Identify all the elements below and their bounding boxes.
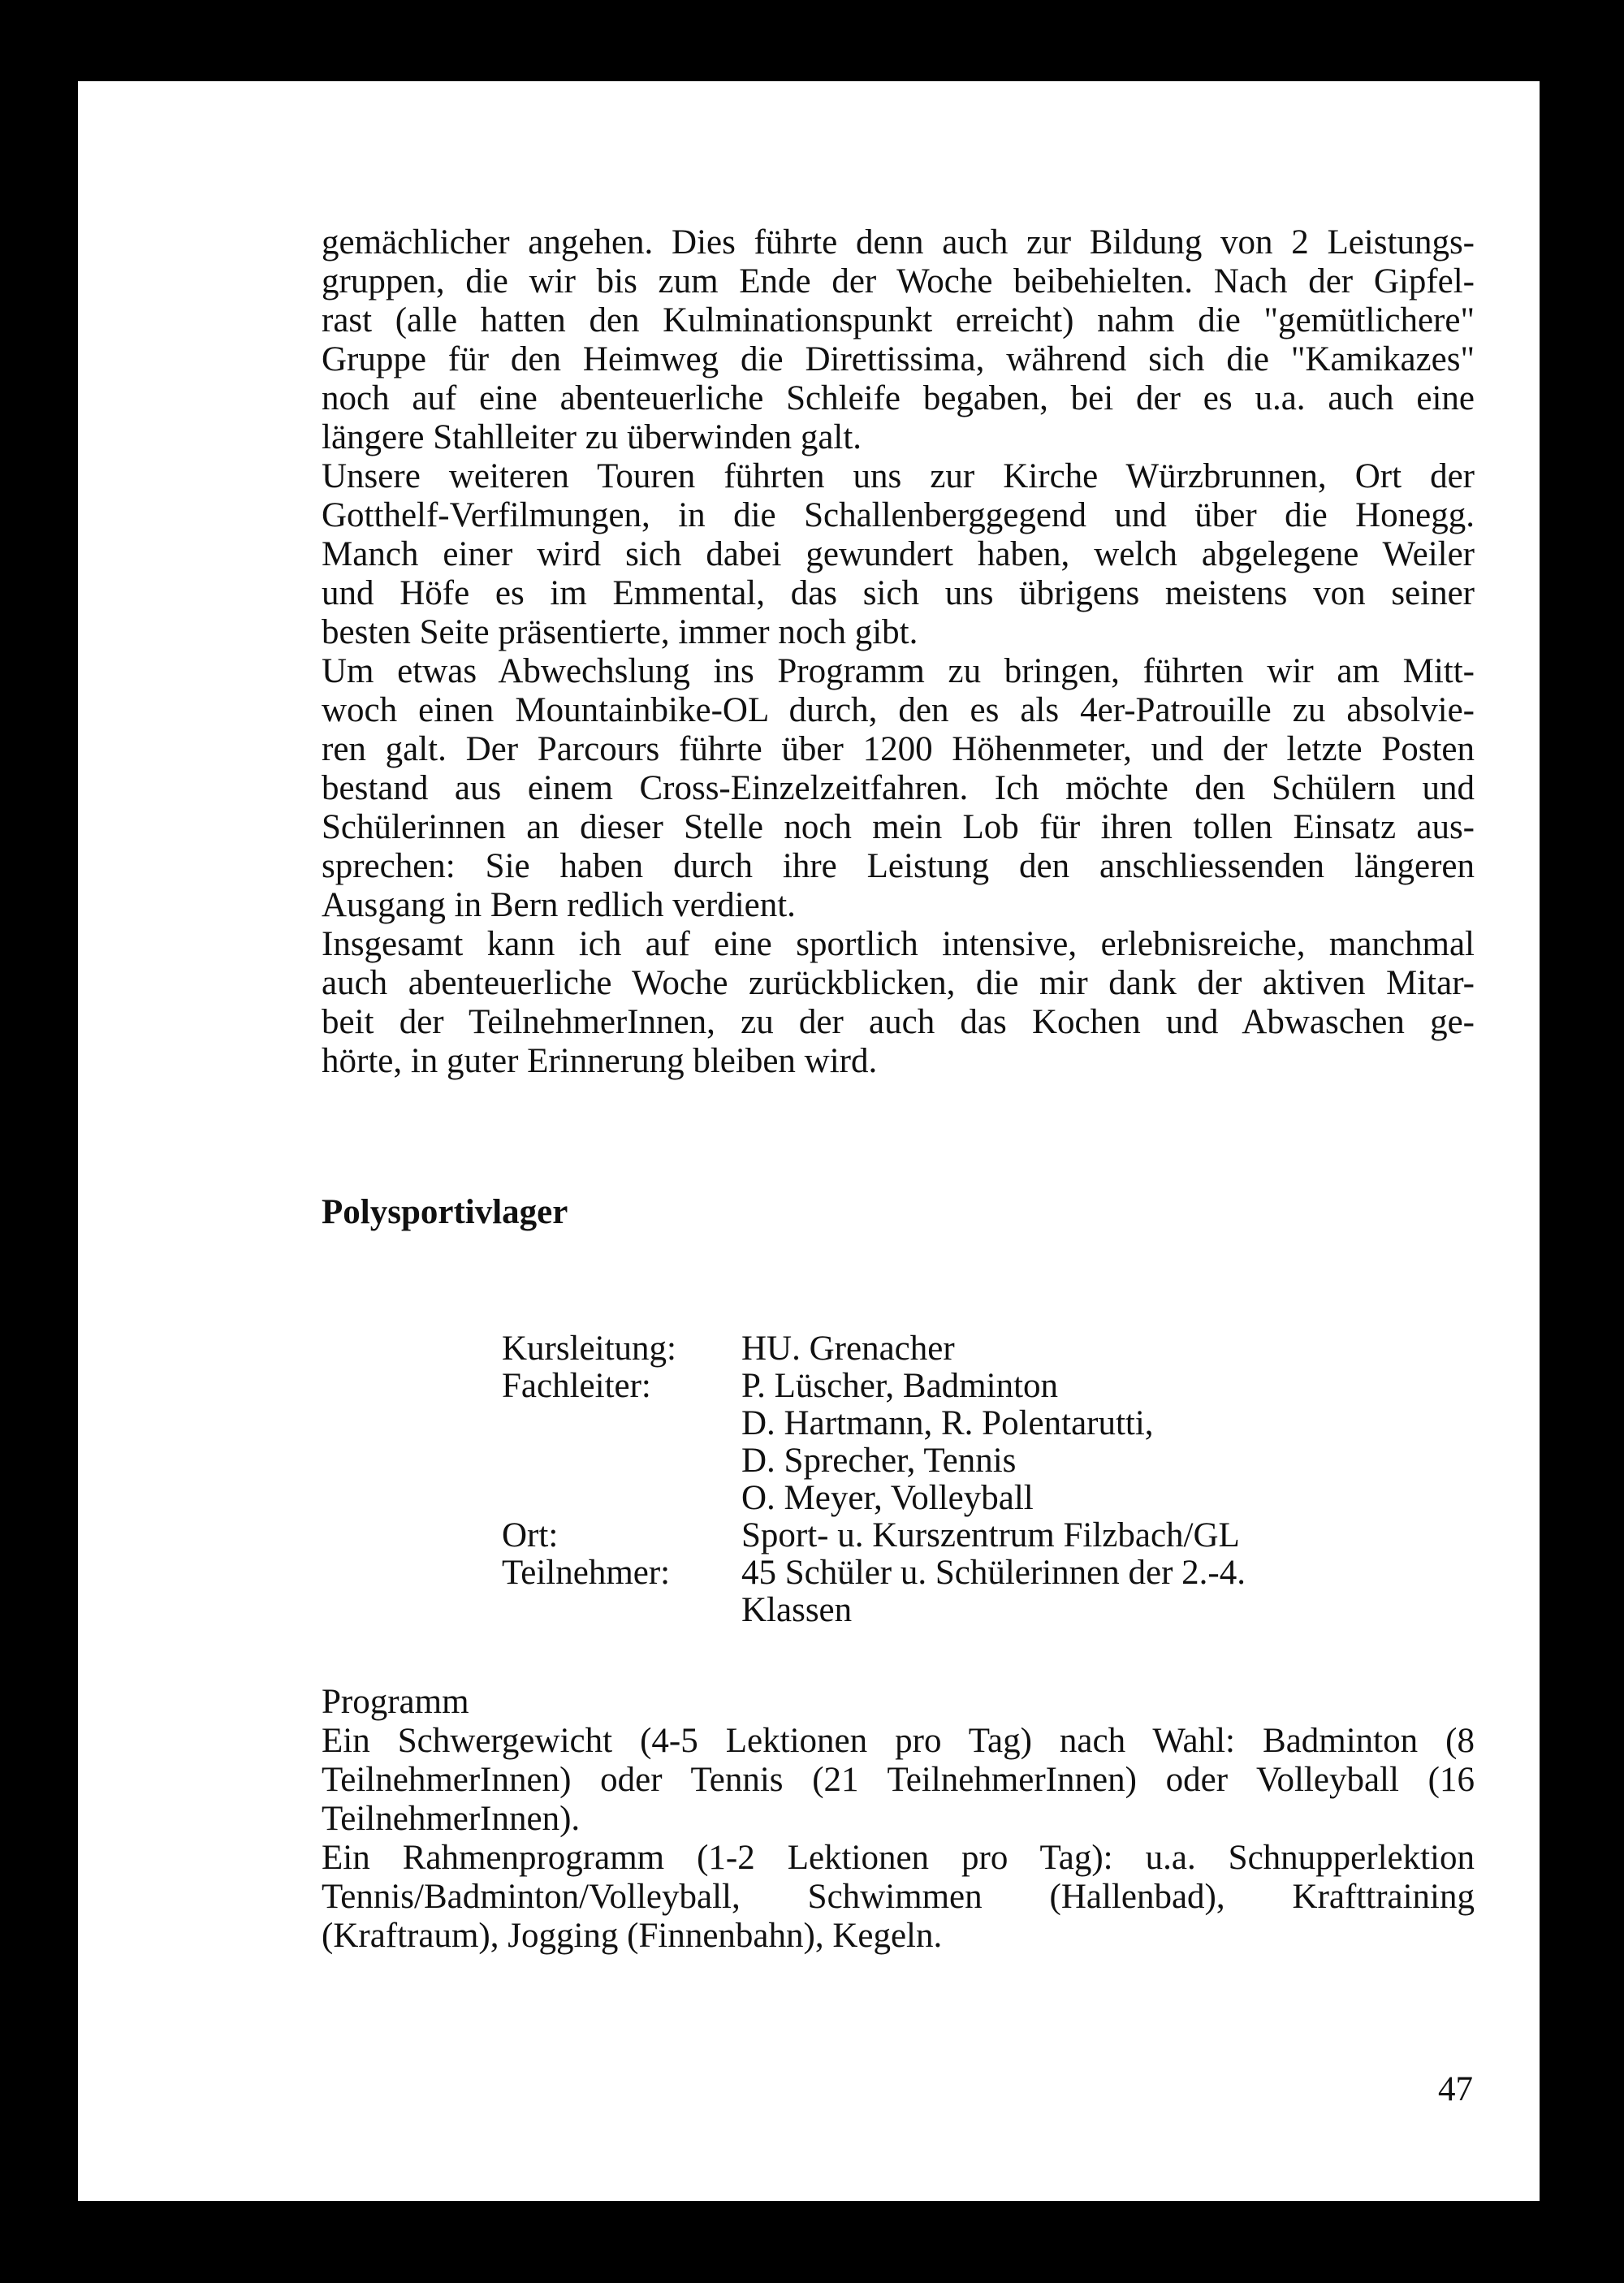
text-line: Ein Rahmenprogramm (1-2 Lektionen pro Tag): u.a. Schnupperlektion	[322, 1839, 1475, 1877]
text-line: beit der TeilnehmerInnen, zu der auch das Kochen und Abwaschen ge-	[322, 1003, 1475, 1041]
text-line: Unsere weiteren Touren führten uns zur Kirche Würzbrunnen, Ort der	[322, 457, 1475, 495]
section-title: Polysportivlager	[322, 1193, 568, 1231]
course-info	[502, 1330, 1246, 1629]
text-line: ren galt. Der Parcours führte über 1200 Höhenmeter, und der letzte Posten	[322, 730, 1475, 768]
text-line: bestand aus einem Cross-Einzelzeitfahren. Ich möchte den Schülern und	[322, 769, 1475, 807]
text-line: sprechen: Sie haben durch ihre Leistung den anschliessenden längeren	[322, 847, 1475, 885]
text-line: Um etwas Abwechslung ins Programm zu bringen, führten wir am Mitt-	[322, 652, 1475, 690]
info-label: Fachleiter:	[502, 1367, 651, 1405]
page-sheet	[78, 81, 1540, 2201]
info-label: Ort:	[502, 1516, 559, 1554]
program-paragraph	[322, 1683, 1475, 1956]
program-heading: Programm	[322, 1683, 469, 1721]
info-row-location	[502, 1517, 1246, 1554]
info-value-line: Klassen	[741, 1591, 853, 1629]
info-value	[741, 1554, 1246, 1629]
info-label: Kursleitung:	[502, 1330, 676, 1368]
text-line: und Höfe es im Emmental, das sich uns übrigens meistens von seiner	[322, 574, 1475, 612]
text-line: hörte, in guter Erinnerung bleiben wird.	[322, 1042, 878, 1080]
text-line: noch auf eine abenteuerliche Schleife begaben, bei der es u.a. auch eine	[322, 379, 1475, 417]
info-label: Teilnehmer:	[502, 1554, 671, 1592]
text-line: rast (alle hatten den Kulminationspunkt erreicht) nahm die "gemütlichere"	[322, 301, 1475, 339]
text-line: Gotthelf-Verfilmungen, in die Schallenberggegend und über die Honegg.	[322, 496, 1475, 534]
text-line: Ein Schwergewicht (4-5 Lektionen pro Tag) nach Wahl: Badminton (8	[322, 1722, 1475, 1760]
info-value	[741, 1330, 955, 1368]
info-value-line: D. Sprecher, Tennis	[741, 1442, 1017, 1480]
text-line: (Kraftraum), Jogging (Finnenbahn), Kegeln.	[322, 1917, 943, 1955]
text-line: auch abenteuerliche Woche zurückblicken, die mir dank der aktiven Mitar-	[322, 964, 1475, 1002]
text-line: gruppen, die wir bis zum Ende der Woche beibehielten. Nach der Gipfel-	[322, 262, 1475, 301]
info-value-line: P. Lüscher, Badminton	[741, 1367, 1059, 1405]
page-number: 47	[1438, 2070, 1473, 2108]
text-line: Schülerinnen an dieser Stelle noch mein Lob für ihren tollen Einsatz aus-	[322, 808, 1475, 846]
text-line: Manch einer wird sich dabei gewundert haben, welch abgelegene Weiler	[322, 535, 1475, 573]
text-line: besten Seite präsentierte, immer noch gibt.	[322, 613, 918, 651]
text-line: TeilnehmerInnen) oder Tennis (21 TeilnehmerInnen) oder Volleyball (16	[322, 1761, 1475, 1799]
text-line: Tennis/Badminton/Volleyball, Schwimmen (Hallenbad), Krafttraining	[322, 1878, 1475, 1916]
info-row-experts	[502, 1368, 1246, 1517]
text-line: woch einen Mountainbike-OL durch, den es als 4er-Patrouille zu absolvie-	[322, 691, 1475, 729]
text-line: längere Stahlleiter zu überwinden galt.	[322, 418, 862, 456]
info-value-line: 45 Schüler u. Schülerinnen der 2.-4.	[741, 1554, 1246, 1592]
body-paragraph	[322, 223, 1475, 1081]
body-text	[322, 223, 1475, 1081]
info-row-course-lead	[502, 1330, 1246, 1368]
text-line: Ausgang in Bern redlich verdient.	[322, 886, 796, 924]
info-value-line: O. Meyer, Volleyball	[741, 1479, 1034, 1517]
text-line: Gruppe für den Heimweg die Direttissima, während sich die "Kamikazes"	[322, 340, 1475, 378]
text-line: TeilnehmerInnen).	[322, 1800, 581, 1838]
text-line: gemächlicher angehen. Dies führte denn auch zur Bildung von 2 Leistungs-	[322, 223, 1475, 262]
info-value-line: D. Hartmann, R. Polentarutti,	[741, 1404, 1154, 1442]
info-value	[741, 1368, 1154, 1517]
info-value-line: HU. Grenacher	[741, 1330, 955, 1368]
text-line: Insgesamt kann ich auf eine sportlich intensive, erlebnisreiche, manchmal	[322, 925, 1475, 963]
program-text	[322, 1683, 1475, 1956]
info-value	[741, 1517, 1240, 1554]
info-value-line: Sport- u. Kurszentrum Filzbach/GL	[741, 1516, 1240, 1554]
info-row-participants	[502, 1554, 1246, 1629]
